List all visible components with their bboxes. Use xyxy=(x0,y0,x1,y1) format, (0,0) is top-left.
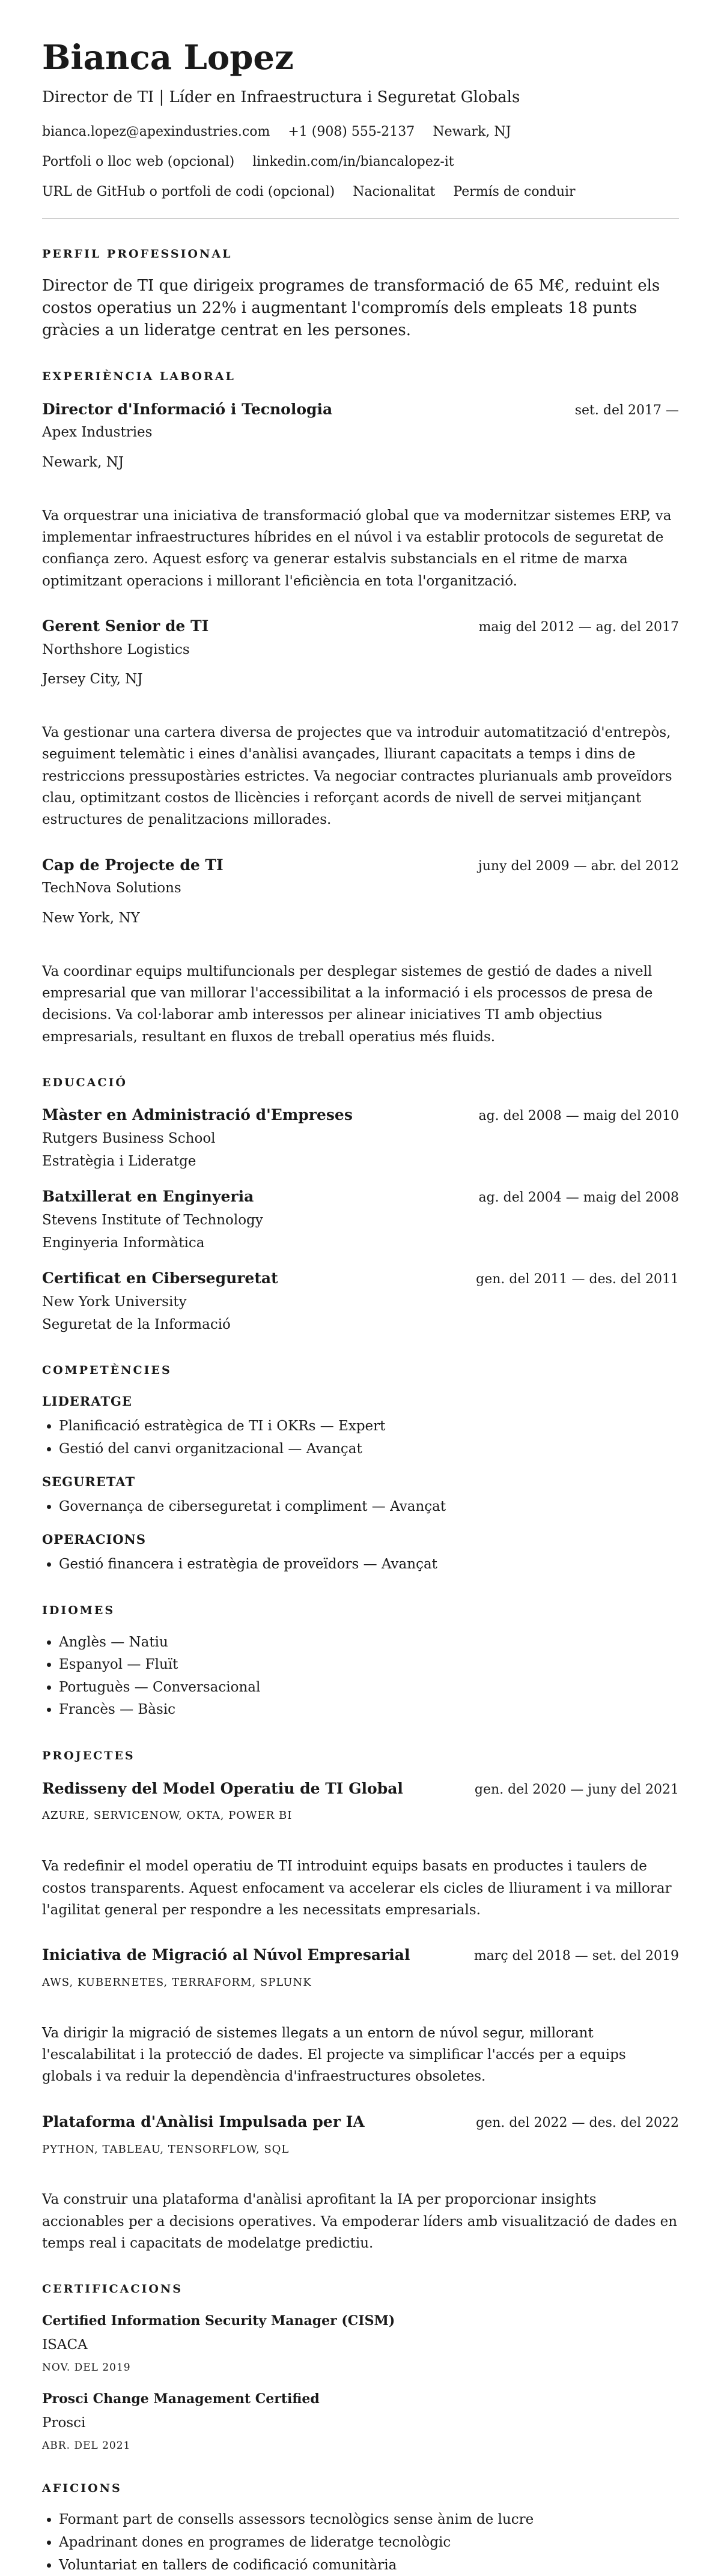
certifications-title: CERTIFICACIONS xyxy=(42,2282,183,2296)
skill-item: • Governança de ciberseguretat i compliment — Avançat xyxy=(59,1496,679,1518)
certification-entry xyxy=(42,2311,679,2375)
summary-text: Director de TI que dirigeix programes de transformació de 65 M€, reduint els costos operatius un 22% i augmentant l'compromís dels empleats 18 punts gràcies a un lideratge centrat en les persones. xyxy=(42,277,660,340)
project-dates: gen. del 2020 — juny del 2021 xyxy=(474,1782,679,1797)
hobby-item: • Formant part de consells assessors tecnològics sense ànim de lucre xyxy=(59,2509,679,2531)
language-item: • Portuguès — Conversacional xyxy=(59,1677,679,1699)
education-entry xyxy=(42,1185,679,1254)
project-description: Va redefinir el model operatiu de TI introduint equips basats en productes i taulers de costos transparents. Aquest enfocament va accelerar els cicles de lliurament i va millorar l'agilitat general per respondre a les necessitats empresarials. xyxy=(42,1858,672,1918)
experience-entry xyxy=(42,398,679,592)
certification-date: NOV. DEL 2019 xyxy=(42,2361,131,2374)
headline: Director de TI | Líder en Infraestructura i Seguretat Globals xyxy=(42,88,520,107)
github-link[interactable]: URL de GitHub o portfoli de codi (opcional) xyxy=(42,184,335,199)
hobby-list xyxy=(42,2509,679,2576)
languages-section xyxy=(42,1602,679,1721)
job-description: Va coordinar equips multifuncionals per desplegar sistemes de gestió de dades a nivell empresarial que van millorar l'accessibilitat a la informació i els processos de presa de decisions. Va col·laborar amb interessos per alinear iniciatives TI amb objectius empresarials, resultant en fluxos de treball operatius més fluids. xyxy=(42,963,653,1045)
project-description: Va dirigir la migració de sistemes llegats a un entorn de núvol segur, millorant l'escalabilitat i la protecció de dades. El projecte va simplificar l'accés per a equips globals i va reduir la dependència d'infraestructures obsoletes. xyxy=(42,2025,626,2085)
summary-section xyxy=(42,246,679,342)
job-location: New York, NY xyxy=(42,910,140,926)
job-description: Va orquestrar una iniciativa de transformació global que va modernitzar sistemes ERP, va implementar infraestructures híbrides en el núvol i va establir protocols de seguretat de confiança zero. Aquest esforç va generar estalvis substancials en el ritme de marxa optimitzant operacions i millorant l'eficiència en tota l'organització. xyxy=(42,507,672,589)
contact-row-3 xyxy=(42,182,679,202)
language-item: • Anglès — Natiu xyxy=(59,1632,679,1654)
location: Newark, NJ xyxy=(433,124,511,139)
education-section xyxy=(42,1074,679,1336)
hobbies-title: AFICIONS xyxy=(42,2482,122,2495)
certification-issuer: Prosci xyxy=(42,2415,86,2431)
portfolio-link[interactable]: Portfoli o lloc web (opcional) xyxy=(42,154,235,169)
experience-entry xyxy=(42,854,679,1048)
project-name: Redisseny del Model Operatiu de TI Global xyxy=(42,1779,403,1797)
resume-header xyxy=(42,38,679,202)
hobby-item: • Voluntariat en tallers de codificació comunitària xyxy=(59,2555,679,2576)
project-name: Iniciativa de Migració al Núvol Empresarial xyxy=(42,1946,410,1964)
project-entry xyxy=(42,2111,679,2255)
education-dates: ag. del 2008 — maig del 2010 xyxy=(478,1108,679,1124)
degree: Certificat en Ciberseguretat xyxy=(42,1269,278,1287)
education-entry xyxy=(42,1267,679,1335)
project-entry xyxy=(42,1777,679,1921)
language-item: • Espanyol — Fluït xyxy=(59,1654,679,1676)
projects-section xyxy=(42,1747,679,2254)
school: Stevens Institute of Technology xyxy=(42,1212,263,1229)
education-dates: gen. del 2011 — des. del 2011 xyxy=(476,1272,679,1287)
experience-entry xyxy=(42,615,679,831)
candidate-name: Bianca Lopez xyxy=(42,38,294,77)
skill-list xyxy=(42,1496,679,1518)
certification-issuer: ISACA xyxy=(42,2336,88,2353)
project-description: Va construir una plataforma d'anàlisi aprofitant la IA per proporcionar insights accionables per a decisions operatives. Va empoderar líders amb visualització de dades en temps real i capacitats de modelatge predictiu. xyxy=(42,2192,678,2252)
school: Rutgers Business School xyxy=(42,1131,216,1147)
projects-title: PROJECTES xyxy=(42,1749,135,1763)
education-entry xyxy=(42,1104,679,1172)
language-item: • Francès — Bàsic xyxy=(59,1699,679,1721)
company: TechNova Solutions xyxy=(42,880,181,896)
job-description: Va gestionar una cartera diversa de projectes que va introduir automatització d'entrepòs, seguiment telemàtic i eines d'anàlisi avançades, lliurant capacitats a temps i dins de restriccions pressupostàries estrictes. Va negociar contractes plurianuals amb proveïdors clau, optimitzant costos de llicències i reforçant acords de nivell de servei mitjançant estructures de penalitzacions millorades. xyxy=(42,724,672,828)
education-dates: ag. del 2004 — maig del 2008 xyxy=(478,1190,679,1206)
school: New York University xyxy=(42,1294,187,1310)
job-title: Director d'Informació i Tecnologia xyxy=(42,400,333,418)
certification-name: Certified Information Security Manager (CISM) xyxy=(42,2312,395,2329)
education-title: EDUCACIÓ xyxy=(42,1075,127,1089)
job-location: Jersey City, NJ xyxy=(42,671,143,688)
field-of-study: Seguretat de la Informació xyxy=(42,1316,231,1332)
summary-title: PERFIL PROFESSIONAL xyxy=(42,247,233,261)
project-tags: AZURE, SERVICENOW, OKTA, POWER BI xyxy=(42,1809,293,1822)
skill-category: OPERACIONS xyxy=(42,1531,147,1547)
email[interactable]: bianca.lopez@apexindustries.com xyxy=(42,124,270,139)
field-of-study: Estratègia i Lideratge xyxy=(42,1153,196,1169)
hobbies-section xyxy=(42,2480,679,2576)
job-dates: set. del 2017 — xyxy=(574,402,679,418)
certifications-section xyxy=(42,2281,679,2454)
skill-item: • Gestió financera i estratègia de proveïdors — Avançat xyxy=(59,1554,679,1576)
experience-title: EXPERIÈNCIA LABORAL xyxy=(42,370,236,384)
phone[interactable]: +1 (908) 555-2137 xyxy=(288,124,415,139)
skill-list xyxy=(42,1416,679,1460)
company: Apex Industries xyxy=(42,425,153,441)
skills-title: COMPETÈNCIES xyxy=(42,1364,172,1377)
job-title: Cap de Projecte de TI xyxy=(42,856,224,874)
skill-item: • Planificació estratègica de TI i OKRs — Expert xyxy=(59,1416,679,1438)
certification-name: Prosci Change Management Certified xyxy=(42,2390,320,2407)
contact-row-2 xyxy=(42,152,679,172)
project-tags: PYTHON, TABLEAU, TENSORFLOW, SQL xyxy=(42,2142,290,2156)
field-of-study: Enginyeria Informàtica xyxy=(42,1235,205,1251)
contact-row-1 xyxy=(42,122,679,142)
degree: Batxillerat en Enginyeria xyxy=(42,1188,254,1206)
degree: Màster en Administració d'Empreses xyxy=(42,1106,353,1124)
job-dates: juny del 2009 — abr. del 2012 xyxy=(478,858,679,874)
skill-category: LIDERATGE xyxy=(42,1393,132,1409)
job-title: Gerent Senior de TI xyxy=(42,617,209,635)
job-dates: maig del 2012 — ag. del 2017 xyxy=(478,619,679,635)
nationality: Nacionalitat xyxy=(353,184,436,199)
linkedin-link[interactable]: linkedin.com/in/biancalopez-it xyxy=(252,154,454,169)
drivers-license: Permís de conduir xyxy=(453,184,576,199)
skills-section xyxy=(42,1362,679,1576)
project-dates: març del 2018 — set. del 2019 xyxy=(473,1949,679,1964)
hobby-item: • Apadrinant dones en programes de lideratge tecnològic xyxy=(59,2532,679,2554)
project-entry xyxy=(42,1944,679,2088)
project-tags: AWS, KUBERNETES, TERRAFORM, SPLUNK xyxy=(42,1976,312,1989)
company: Northshore Logistics xyxy=(42,641,190,658)
job-location: Newark, NJ xyxy=(42,454,124,470)
experience-section xyxy=(42,368,679,1048)
project-dates: gen. del 2022 — des. del 2022 xyxy=(476,2115,679,2130)
languages-title: IDIOMES xyxy=(42,1604,115,1618)
skill-list xyxy=(42,1554,679,1576)
certification-date: ABR. DEL 2021 xyxy=(42,2439,131,2452)
certification-entry xyxy=(42,2389,679,2454)
language-list xyxy=(42,1632,679,1722)
header-divider xyxy=(42,218,679,219)
project-name: Plataforma d'Anàlisi Impulsada per IA xyxy=(42,2112,365,2130)
skill-category: SEGURETAT xyxy=(42,1474,136,1489)
skill-item: • Gestió del canvi organitzacional — Avançat xyxy=(59,1439,679,1460)
